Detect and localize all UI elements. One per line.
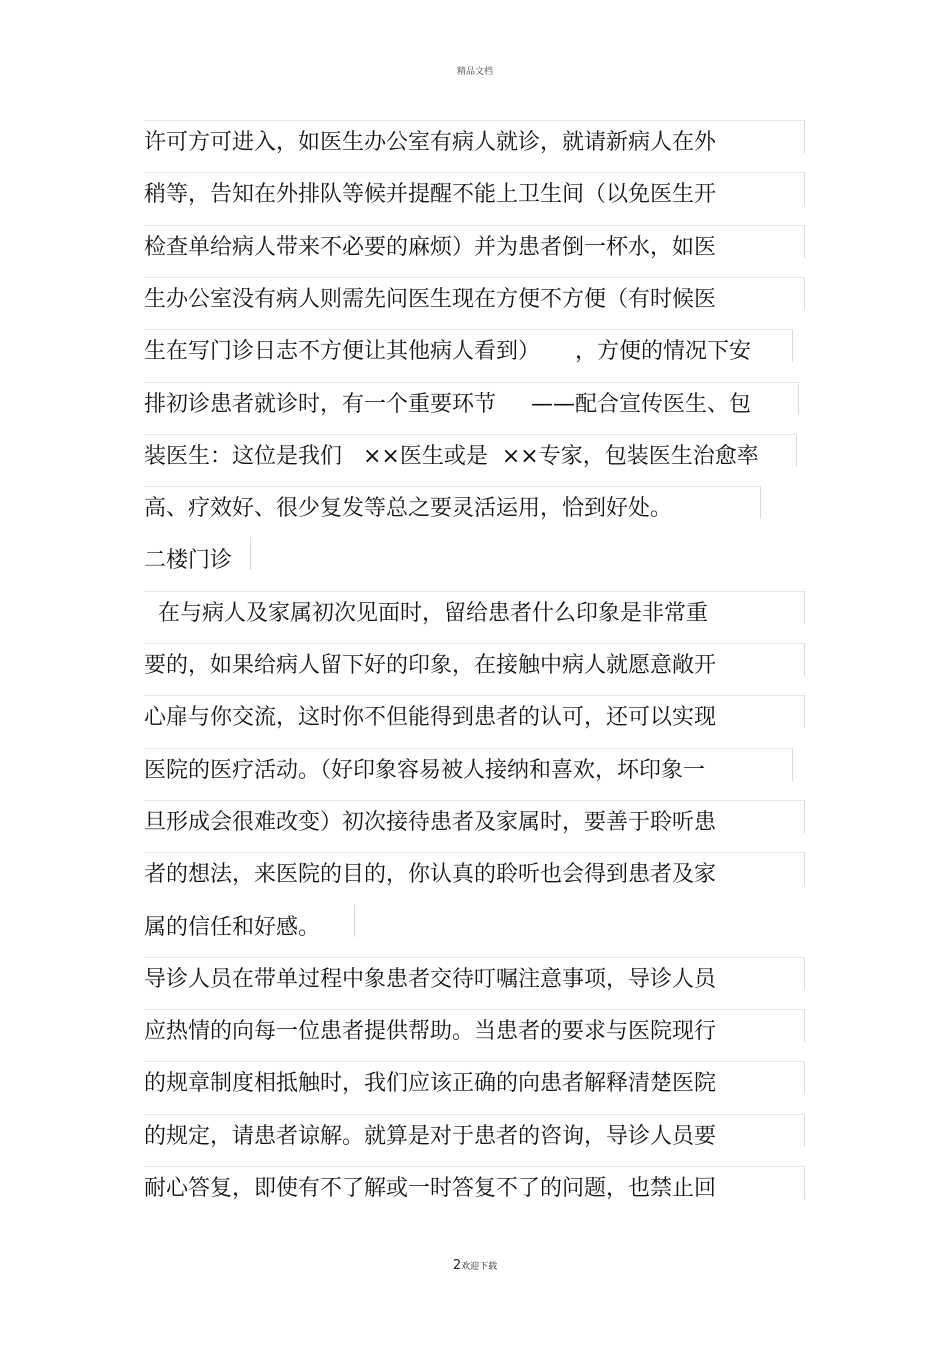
text-line — [144, 388, 751, 422]
page-header: 精品文档 — [456, 67, 493, 77]
line-frame — [144, 852, 805, 885]
line-text: 应热情的向每一位患者提供帮助。当患者的要求与医院现行 — [144, 1019, 717, 1044]
text-line — [144, 701, 716, 735]
text-line — [144, 178, 716, 212]
text-line — [144, 231, 716, 265]
text-line — [144, 649, 716, 683]
text-line — [144, 1067, 716, 1101]
line-text: 检查单给病人带来不必要的麻烦）并为患者倒一杯水，如医 — [144, 235, 717, 260]
text-line — [144, 440, 759, 474]
line-frame — [144, 120, 805, 153]
line-frame — [144, 957, 805, 990]
text-line — [144, 544, 232, 578]
text-line — [144, 1015, 716, 1049]
line-frame — [144, 1166, 805, 1199]
line-frame — [144, 225, 805, 258]
text-line — [144, 597, 708, 631]
line-text: 生办公室没有病人则需先问医生现在方便不方便（有时候医 — [144, 287, 717, 312]
page-footer — [0, 1258, 950, 1273]
line-text: 耐心答复，即使有不了解或一时答复不了的问题，也禁止回 — [144, 1176, 717, 1201]
line-frame — [144, 172, 805, 205]
line-text: 医院的医疗活动。（好印象容易被人接纳和喜欢，坏印象一 — [144, 758, 706, 783]
line-frame — [144, 748, 793, 781]
line-frame — [144, 591, 805, 624]
line-text: 导诊人员在带单过程中象患者交待叮嘱注意事项，导诊人员 — [144, 967, 717, 992]
line-frame — [144, 905, 355, 937]
line-text: 排初诊患者就诊时，有一个重要环节 ——配合宣传医生、包 — [144, 392, 751, 417]
line-frame — [144, 800, 805, 833]
footer-text: 欢迎下载 — [461, 1262, 498, 1272]
line-text: 心扉与你交流，这时你不但能得到患者的认可，还可以实现 — [144, 705, 717, 730]
line-text: 装医生：这位是我们 ××医生或是 ××专家，包装医生治愈率 — [144, 444, 759, 469]
line-frame — [144, 643, 805, 676]
line-frame — [144, 434, 797, 467]
line-frame — [144, 1009, 805, 1042]
line-frame — [144, 1061, 805, 1094]
text-line — [144, 492, 672, 526]
text-line — [144, 283, 716, 317]
text-line — [144, 911, 320, 945]
line-text: 稍等，告知在外排队等候并提醒不能上卫生间（以免医生开 — [144, 182, 717, 207]
text-line — [144, 335, 751, 369]
text-line — [144, 1172, 716, 1206]
line-frame — [144, 486, 761, 519]
line-text: 高、疗效好、很少复发等总之要灵活运用，恰到好处。 — [144, 496, 673, 521]
line-frame — [144, 382, 799, 415]
text-line — [144, 963, 716, 997]
line-text: 旦形成会很难改变）初次接待患者及家属时，要善于聆听患 — [144, 810, 717, 835]
line-text: 的规定，请患者谅解。就算是对于患者的咨询，导诊人员要 — [144, 1124, 717, 1149]
line-frame — [144, 538, 251, 570]
text-line — [144, 806, 716, 840]
line-frame — [144, 1114, 805, 1147]
line-text: 要的，如果给病人留下好的印象，在接触中病人就愿意敞开 — [144, 653, 717, 678]
line-text: 生在写门诊日志不方便让其他病人看到） ，方便的情况下安 — [144, 339, 751, 364]
line-text: 者的想法，来医院的目的，你认真的聆听也会得到患者及家 — [144, 862, 717, 887]
line-text: 在与病人及家属初次见面时，留给患者什么印象是非常重 — [144, 601, 708, 626]
line-text: 的规章制度相抵触时，我们应该正确的向患者解释清楚医院 — [144, 1071, 717, 1096]
line-frame — [144, 329, 793, 362]
text-line — [144, 126, 716, 160]
line-frame — [144, 695, 805, 728]
line-text: 许可方可进入，如医生办公室有病人就诊，就请新病人在外 — [144, 130, 717, 155]
line-frame — [144, 277, 805, 310]
line-text: 二楼门诊 — [144, 548, 233, 573]
page-number: 2 — [452, 1258, 462, 1273]
line-text: 属的信任和好感。 — [144, 915, 321, 940]
text-line — [144, 1120, 716, 1154]
text-line — [144, 754, 705, 788]
text-line — [144, 858, 716, 892]
